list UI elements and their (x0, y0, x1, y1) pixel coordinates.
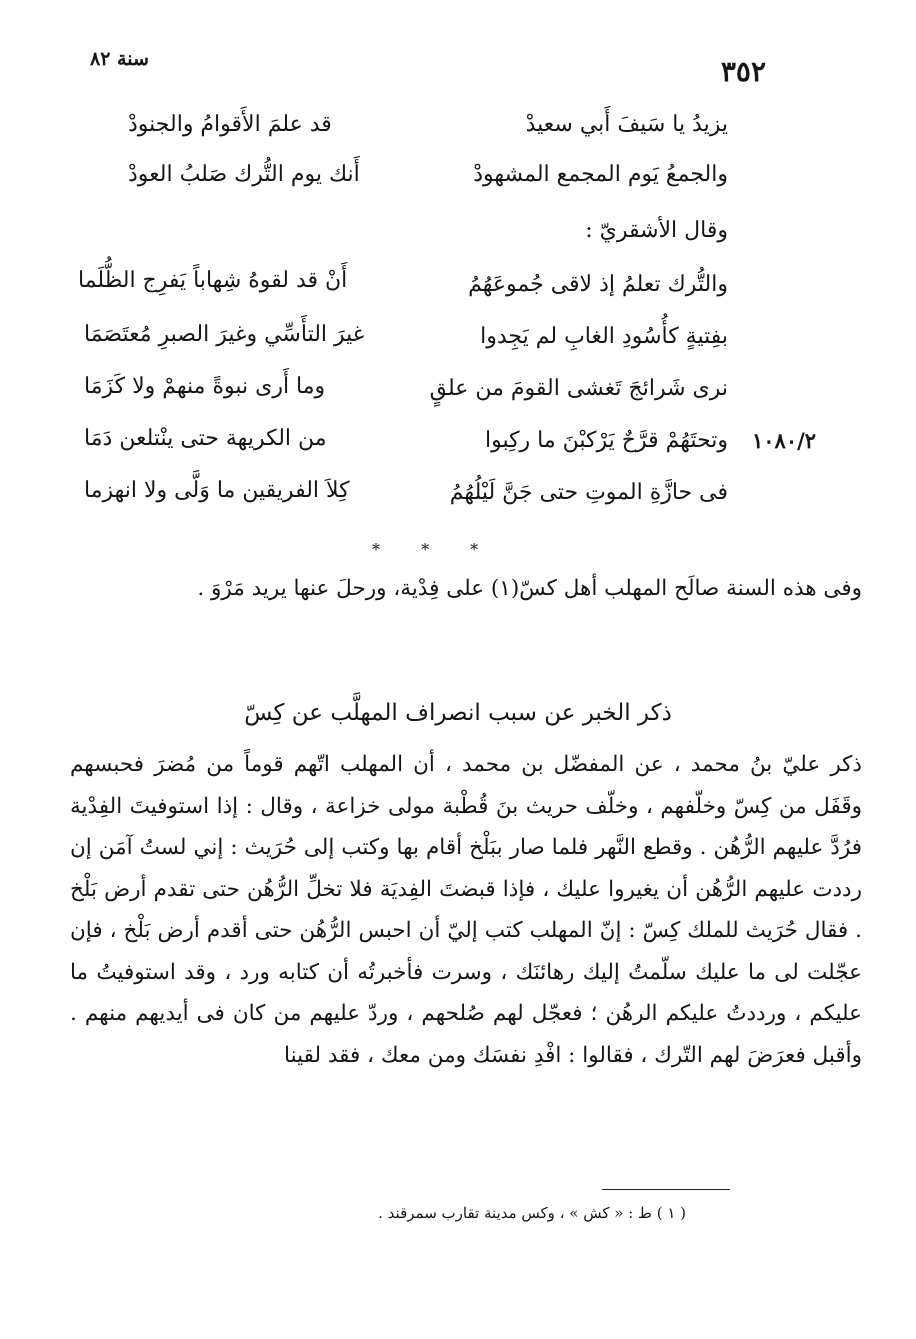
poem2-line3-left: وما أَرى نبوةً منهمْ ولا كَزَمَا (84, 374, 326, 399)
poem2-line5-left: كِلاَ الفريقين ما وَلَّى ولا انهزما (84, 478, 350, 503)
poet-intro: وقال الأشقريّ : (585, 218, 728, 243)
footnote-rule (602, 1189, 730, 1190)
poem2-line4-right: وتحتَهُمْ قرَّحٌ يَرْكبْنَ ما ركِبوا (484, 428, 728, 453)
poem1-line1-left: قد علمَ الأَقوامُ والجنودْ (128, 112, 332, 137)
poem2-line1-left: أَنْ قد لقوهُ شِهاباً يَفرِج الظُّلَما (78, 268, 348, 293)
section-stars: * * * (372, 540, 497, 559)
poem2-line5-right: فى حازَّةِ الموتِ حتى جَنَّ لَيْلُهُمُ (449, 480, 728, 505)
poem2-line2-left: غيرَ التأَسِّي وغيرَ الصبرِ مُعتَصَمَا (84, 322, 365, 347)
footnote: ( ١ ) ط : « كش » ، وكس مدينة تقارب سمرقند . (378, 1204, 686, 1222)
poem2-line1-right: والتُّرك تعلمُ إذ لاقى جُموعَهُمُ (468, 272, 728, 297)
poem1-line1-right: يزيدُ يا سَيفَ أَبي سعيدْ (525, 112, 728, 137)
main-paragraph: ذكر عليّ بنُ محمد ، عن المفضّل بن محمد ، أن المهلب اتّهم قوماً من مُضرَ فحبسهم وقَفَل من كِسّ وخلّفهم ، وخلّف حريث بنَ قُطْبة مولى خزاعة ، وقال : إذا استوفيتَ الفِدْية فرُدَّ عليهم الرُّهُن . وقطع النَّهر فلما صار ببَلْخ أقام بها وكتب إلى حُرَيث : إني لستُ آمَن إن رددت عليهم الرُّهُن أن يغيروا عليك ، فإذا قبضتَ الفِديَة فلا تخلِّ الرُّهُن حتى تقدم أرض بَلْخ . فقال حُرَيث للملك كِسّ : إنّ المهلب كتب إليّ أن احبس الرُّهُن حتى أقدم أرض بَلْخ ، فإن عجّلت لى ما عليك سلّمتُ إليك رهائنَك ، وسرت فأخبرتُه أن كتابه ورد ، وقد استوفيتُ ما عليكم ، ورددتُ عليكم الرهُن ؛ فعجّل لهم صُلحهم ، وردّ عليهم من كان فى أيديهم منهم . وأقبل فعرَضَ لهم التّرك ، فقالوا : افْدِ نفسَك ومن معك ، فقد لقينا (70, 752, 862, 1068)
page-number: ٣٥٢ (720, 55, 766, 88)
paragraph-kiss: وفى هذه السنة صالَح المهلب أهل كسّ(١) على فِدْية، ورحلَ عنها يريد مَرْوَ . (197, 576, 862, 601)
margin-reference: ١٠٨٠/٢ (752, 428, 817, 453)
poem1-line2-right: والجمعُ يَوم المجمع المشهودْ (473, 162, 728, 187)
poem2-line2-right: بفِتيةٍ كأُسُودِ الغابِ لم يَجِدوا (480, 324, 728, 349)
poem1-line2-left: أَنك يوم التُّرك صَلبُ العودْ (128, 162, 360, 187)
poem2-line3-right: نرى شَرائجَ تَغشى القومَ من علقٍ (429, 376, 728, 401)
section-heading: ذكر الخبر عن سبب انصراف المهلَّب عن كِسّ (244, 700, 672, 726)
year-label: سنة ٨٢ (90, 48, 149, 70)
poem2-line4-left: من الكريهة حتى ينْتلعن دَمَا (84, 426, 327, 451)
